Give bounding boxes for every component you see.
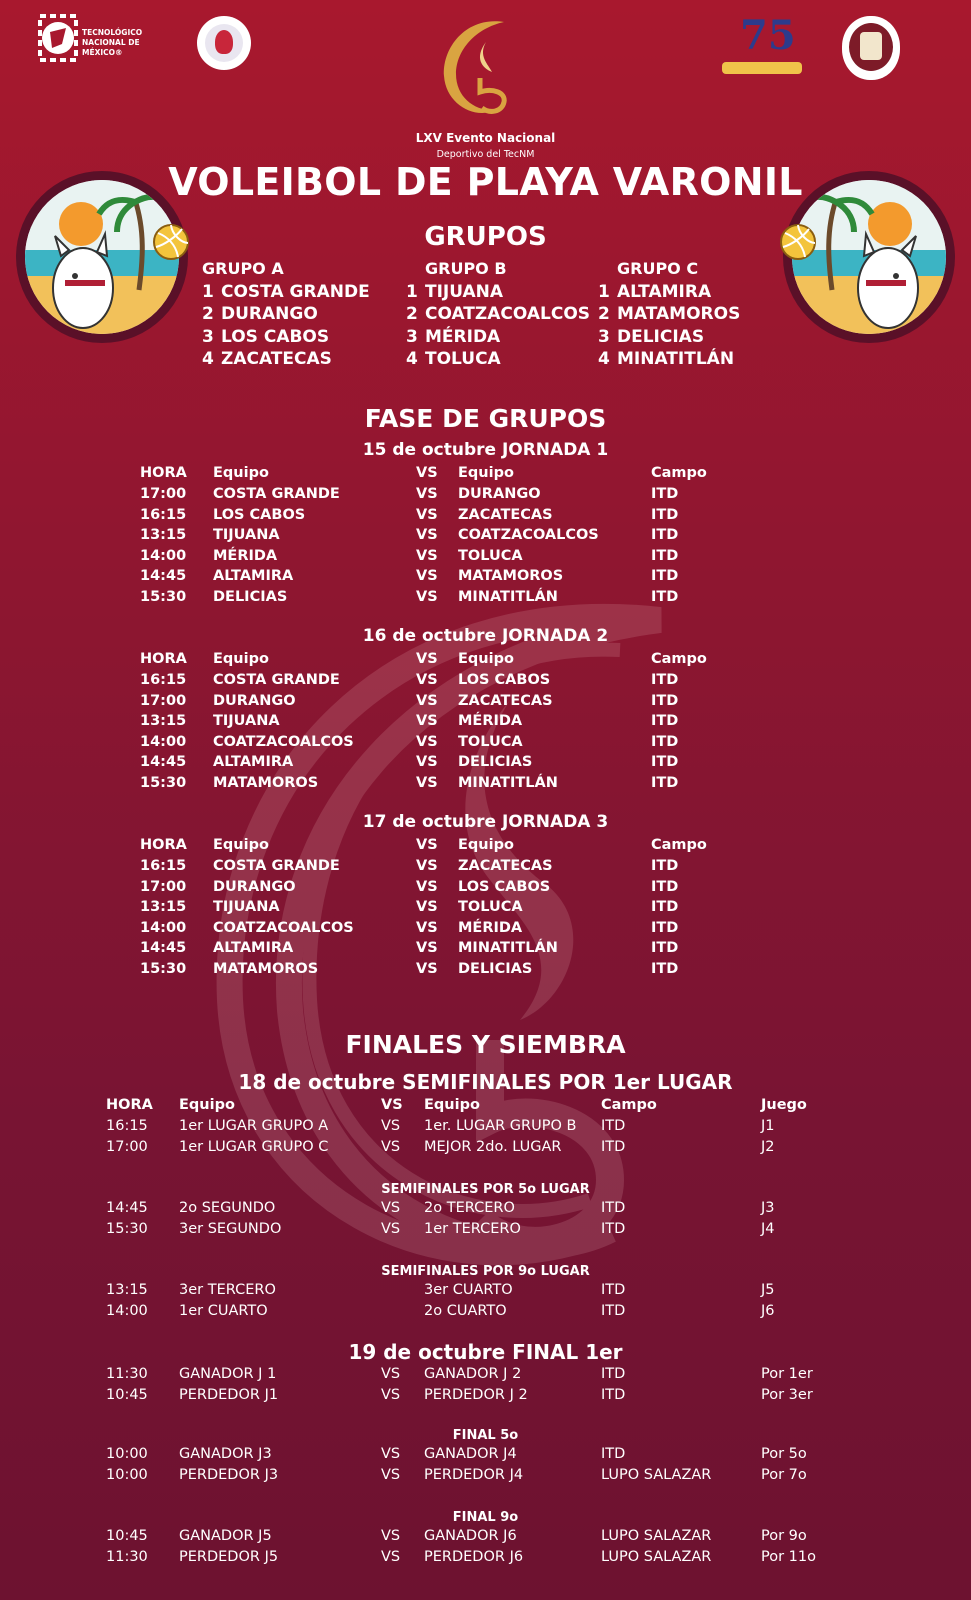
vs-label: VS xyxy=(416,486,438,502)
home-team: MÉRIDA xyxy=(213,547,278,564)
finals-heading: FINALES Y SIEMBRA xyxy=(345,1030,626,1059)
match-time: 14:00 xyxy=(140,919,187,936)
jornada-title: 17 de octubre JORNADA 3 xyxy=(362,812,609,832)
home-team: DELICIAS xyxy=(213,588,288,605)
column-header: HORA xyxy=(140,651,187,667)
match-time: 10:45 xyxy=(106,1386,148,1403)
home-team: 1er LUGAR GRUPO C xyxy=(179,1138,329,1155)
game-label: Por 9o xyxy=(761,1528,807,1544)
away-team: GANADOR J6 xyxy=(424,1528,517,1544)
vs-label: VS xyxy=(381,1466,401,1483)
column-header: VS xyxy=(416,651,438,667)
away-team: MINATITLÁN xyxy=(458,588,558,605)
game-label: Por 7o xyxy=(761,1466,807,1483)
match-time: 14:00 xyxy=(140,733,187,750)
game-label: Por 11o xyxy=(761,1548,816,1565)
match-time: 15:30 xyxy=(140,588,187,605)
vs-label: VS xyxy=(416,506,438,523)
vs-label: VS xyxy=(416,672,438,688)
vs-label: VS xyxy=(381,1138,401,1155)
match-time: 14:45 xyxy=(140,568,187,584)
match-time: 14:45 xyxy=(140,940,187,956)
venue: ITD xyxy=(651,754,679,770)
home-team: PERDEDOR J5 xyxy=(179,1548,279,1565)
game-label: Por 5o xyxy=(761,1446,807,1462)
vs-label: VS xyxy=(416,692,438,709)
home-team: 2o SEGUNDO xyxy=(179,1200,276,1216)
group-c xyxy=(598,258,740,371)
group-name: GRUPO C xyxy=(617,259,699,278)
group-team: 4 ZACATECAS xyxy=(202,349,332,369)
mascot-badge-right xyxy=(783,171,955,343)
match-time: 17:00 xyxy=(106,1138,148,1155)
home-team: PERDEDOR J1 xyxy=(179,1386,279,1403)
home-team: GANADOR J3 xyxy=(179,1446,272,1462)
home-team: COSTA GRANDE xyxy=(213,858,340,874)
match-time: 13:15 xyxy=(140,527,187,543)
match-time: 16:15 xyxy=(140,858,187,874)
venue: ITD xyxy=(651,547,679,564)
venue: ITD xyxy=(651,527,679,543)
block-title: FINAL 9o xyxy=(452,1510,519,1525)
sports-seal-logo xyxy=(197,16,251,70)
group-team: 3 LOS CABOS xyxy=(202,326,330,347)
home-team: LOS CABOS xyxy=(213,506,306,523)
away-team: TOLUCA xyxy=(458,733,523,750)
away-team: GANADOR J 2 xyxy=(424,1366,522,1382)
home-team: DURANGO xyxy=(213,692,296,709)
group-team: 3 MÉRIDA xyxy=(406,326,501,347)
vs-label: VS xyxy=(381,1366,401,1382)
venue: ITD xyxy=(651,878,679,895)
tecnm-logo xyxy=(38,14,178,72)
away-team: MÉRIDA xyxy=(458,713,523,729)
home-team: COATZACOALCOS xyxy=(213,733,354,750)
away-team: PERDEDOR J6 xyxy=(424,1548,524,1565)
group-team: 2 COATZACOALCOS xyxy=(406,304,591,324)
away-team: MÉRIDA xyxy=(458,919,523,936)
away-team: MINATITLÁN xyxy=(458,774,558,791)
match-time: 15:30 xyxy=(106,1220,148,1237)
jornada-title: 16 de octubre JORNADA 2 xyxy=(362,626,609,646)
venue: ITD xyxy=(601,1200,626,1216)
jornada-title: 15 de octubre JORNADA 1 xyxy=(362,440,609,460)
group-stage-heading: FASE DE GRUPOS xyxy=(364,404,607,433)
column-header: Campo xyxy=(651,837,707,853)
column-header: VS xyxy=(381,1097,403,1113)
home-team: GANADOR J 1 xyxy=(179,1366,277,1382)
column-header: Campo xyxy=(651,465,707,481)
vs-label: VS xyxy=(416,754,438,770)
column-header: Juego xyxy=(761,1097,807,1113)
venue: ITD xyxy=(651,588,679,605)
venue: ITD xyxy=(651,486,679,502)
away-team: GANADOR J4 xyxy=(424,1446,517,1462)
home-team: MATAMOROS xyxy=(213,774,319,791)
game-label: J3 xyxy=(761,1200,775,1216)
venue: LUPO SALAZAR xyxy=(601,1528,712,1544)
vs-label: VS xyxy=(416,899,438,915)
home-team: ALTAMIRA xyxy=(213,568,294,584)
column-header: Equipo xyxy=(213,651,269,667)
match-time: 17:00 xyxy=(140,486,187,502)
block-title: FINAL 5o xyxy=(452,1428,519,1443)
vs-label: VS xyxy=(381,1548,401,1565)
vs-label: VS xyxy=(416,940,438,956)
anniversary-75-logo: 75 xyxy=(722,12,802,82)
home-team: 3er SEGUNDO xyxy=(179,1220,282,1237)
column-header: Equipo xyxy=(179,1097,235,1113)
venue: ITD xyxy=(601,1366,626,1382)
group-team: 3 DELICIAS xyxy=(598,326,705,347)
column-header: Campo xyxy=(651,651,707,667)
group-team: 2 DURANGO xyxy=(202,304,318,324)
page-title: VOLEIBOL DE PLAYA VARONIL xyxy=(168,160,803,204)
group-team: 4 MINATITLÁN xyxy=(598,349,735,369)
venue: ITD xyxy=(651,713,679,729)
venue: LUPO SALAZAR xyxy=(601,1548,712,1565)
venue: ITD xyxy=(601,1282,626,1298)
vs-label: VS xyxy=(416,527,438,543)
away-team: DELICIAS xyxy=(458,960,533,977)
vs-label: VS xyxy=(381,1528,401,1544)
home-team: ALTAMIRA xyxy=(213,940,294,956)
group-team: 1 COSTA GRANDE xyxy=(202,281,370,302)
column-header: Equipo xyxy=(458,651,514,667)
venue: ITD xyxy=(601,1138,626,1155)
game-label: J5 xyxy=(761,1282,775,1298)
match-time: 10:00 xyxy=(106,1466,148,1483)
column-header: HORA xyxy=(140,837,187,853)
event-subtitle: Deportivo del TecNM xyxy=(436,149,535,160)
group-team: 2 MATAMOROS xyxy=(598,304,741,324)
column-header: Equipo xyxy=(424,1097,480,1113)
away-team: COATZACOALCOS xyxy=(458,527,599,543)
match-time: 11:30 xyxy=(106,1548,148,1565)
mascot-badge-left xyxy=(16,171,188,343)
column-header: HORA xyxy=(140,465,187,481)
home-team: TIJUANA xyxy=(213,713,280,729)
away-team: ZACATECAS xyxy=(458,858,553,874)
column-header: Campo xyxy=(601,1097,657,1113)
away-team: 1er. LUGAR GRUPO B xyxy=(424,1118,577,1134)
groups-heading: GRUPOS xyxy=(424,222,547,252)
vs-label: VS xyxy=(416,713,438,729)
away-team: TOLUCA xyxy=(458,547,523,564)
match-time: 14:45 xyxy=(140,754,187,770)
group-team: 4 TOLUCA xyxy=(406,349,501,369)
gear-icon xyxy=(38,14,82,68)
match-time: 15:30 xyxy=(140,960,187,977)
venue: ITD xyxy=(651,506,679,523)
away-team: LOS CABOS xyxy=(458,878,551,895)
away-team: TOLUCA xyxy=(458,899,523,915)
match-time: 17:00 xyxy=(140,692,187,709)
away-team: LOS CABOS xyxy=(458,672,551,688)
game-label: J6 xyxy=(761,1302,775,1319)
venue: ITD xyxy=(651,960,679,977)
match-time: 13:15 xyxy=(140,713,187,729)
match-time: 11:30 xyxy=(106,1366,148,1382)
vs-label: VS xyxy=(381,1200,401,1216)
block-title: 18 de octubre SEMIFINALES POR 1er LUGAR xyxy=(238,1070,733,1094)
vs-label: VS xyxy=(416,568,438,584)
column-header: VS xyxy=(416,837,438,853)
vs-label: VS xyxy=(416,774,438,791)
event-name: LXV Evento Nacional xyxy=(415,131,556,145)
home-team: TIJUANA xyxy=(213,527,280,543)
away-team: PERDEDOR J4 xyxy=(424,1466,524,1483)
block-title: SEMIFINALES POR 9o LUGAR xyxy=(381,1264,590,1279)
game-label: J2 xyxy=(761,1138,775,1155)
venue: ITD xyxy=(651,692,679,709)
home-team: MATAMOROS xyxy=(213,960,319,977)
venue: ITD xyxy=(601,1302,626,1319)
home-team: DURANGO xyxy=(213,878,296,895)
venue: ITD xyxy=(651,940,679,956)
vs-label: VS xyxy=(381,1446,401,1462)
home-team: ALTAMIRA xyxy=(213,754,294,770)
group-a xyxy=(202,258,370,371)
match-time: 10:45 xyxy=(106,1528,148,1544)
match-time: 13:15 xyxy=(106,1282,148,1298)
match-time: 16:15 xyxy=(106,1118,148,1134)
group-b xyxy=(406,258,590,371)
home-team: COSTA GRANDE xyxy=(213,672,340,688)
venue: ITD xyxy=(651,858,679,874)
event-logo xyxy=(436,12,526,124)
away-team: DURANGO xyxy=(458,486,541,502)
column-header: Equipo xyxy=(458,465,514,481)
group-team: 1 ALTAMIRA xyxy=(598,281,712,302)
block-title: 19 de octubre FINAL 1er xyxy=(348,1340,623,1364)
column-header: Equipo xyxy=(213,465,269,481)
venue: ITD xyxy=(651,733,679,750)
away-team: 3er CUARTO xyxy=(424,1282,513,1298)
home-team: COSTA GRANDE xyxy=(213,486,340,502)
away-team: 2o TERCERO xyxy=(424,1200,515,1216)
venue: ITD xyxy=(651,568,679,584)
column-header: HORA xyxy=(106,1097,153,1113)
match-time: 13:15 xyxy=(140,899,187,915)
column-header: Equipo xyxy=(458,837,514,853)
game-label: J1 xyxy=(761,1118,775,1134)
match-time: 14:00 xyxy=(106,1302,148,1319)
away-team: MATAMOROS xyxy=(458,568,564,584)
tecnm-logo-text: TECNOLÓGICO NACIONAL DE MÉXICO® xyxy=(82,28,143,57)
away-team: ZACATECAS xyxy=(458,692,553,709)
vs-label: VS xyxy=(381,1220,401,1237)
group-team: 1 TIJUANA xyxy=(406,281,504,302)
column-header: Equipo xyxy=(213,837,269,853)
away-team: 2o CUARTO xyxy=(424,1302,507,1319)
venue: ITD xyxy=(651,899,679,915)
away-team: MINATITLÁN xyxy=(458,940,558,956)
vs-label: VS xyxy=(416,588,438,605)
game-label: Por 3er xyxy=(761,1386,813,1403)
vs-label: VS xyxy=(381,1386,401,1403)
vs-label: VS xyxy=(416,878,438,895)
column-header: VS xyxy=(416,465,438,481)
home-team: 3er TERCERO xyxy=(179,1282,276,1298)
vs-label: VS xyxy=(416,547,438,564)
venue: ITD xyxy=(651,919,679,936)
group-name: GRUPO B xyxy=(425,259,507,278)
block-title: SEMIFINALES POR 5o LUGAR xyxy=(381,1182,590,1197)
match-time: 17:00 xyxy=(140,878,187,895)
group-name: GRUPO A xyxy=(202,259,284,278)
game-label: Por 1er xyxy=(761,1366,813,1382)
home-team: 1er CUARTO xyxy=(179,1302,268,1319)
match-time: 15:30 xyxy=(140,774,187,791)
institute-seal-logo xyxy=(842,16,900,80)
game-label: J4 xyxy=(761,1220,775,1237)
venue: ITD xyxy=(601,1386,626,1403)
match-time: 16:15 xyxy=(140,672,187,688)
venue: ITD xyxy=(601,1220,626,1237)
match-time: 10:00 xyxy=(106,1446,148,1462)
vs-label: VS xyxy=(416,960,438,977)
venue: ITD xyxy=(651,672,679,688)
match-time: 14:45 xyxy=(106,1200,148,1216)
home-team: PERDEDOR J3 xyxy=(179,1466,279,1483)
match-time: 14:00 xyxy=(140,547,187,564)
vs-label: VS xyxy=(416,733,438,750)
away-team: DELICIAS xyxy=(458,754,533,770)
away-team: ZACATECAS xyxy=(458,506,553,523)
match-time: 16:15 xyxy=(140,506,187,523)
venue: LUPO SALAZAR xyxy=(601,1466,712,1483)
vs-label: VS xyxy=(416,858,438,874)
away-team: MEJOR 2do. LUGAR xyxy=(424,1138,562,1155)
vs-label: VS xyxy=(381,1118,401,1134)
venue: ITD xyxy=(651,774,679,791)
venue: ITD xyxy=(601,1118,626,1134)
home-team: TIJUANA xyxy=(213,899,280,915)
vs-label: VS xyxy=(416,919,438,936)
home-team: GANADOR J5 xyxy=(179,1528,272,1544)
away-team: 1er TERCERO xyxy=(424,1220,521,1237)
home-team: 1er LUGAR GRUPO A xyxy=(179,1118,329,1134)
home-team: COATZACOALCOS xyxy=(213,919,354,936)
away-team: PERDEDOR J 2 xyxy=(424,1386,528,1403)
venue: ITD xyxy=(601,1446,626,1462)
